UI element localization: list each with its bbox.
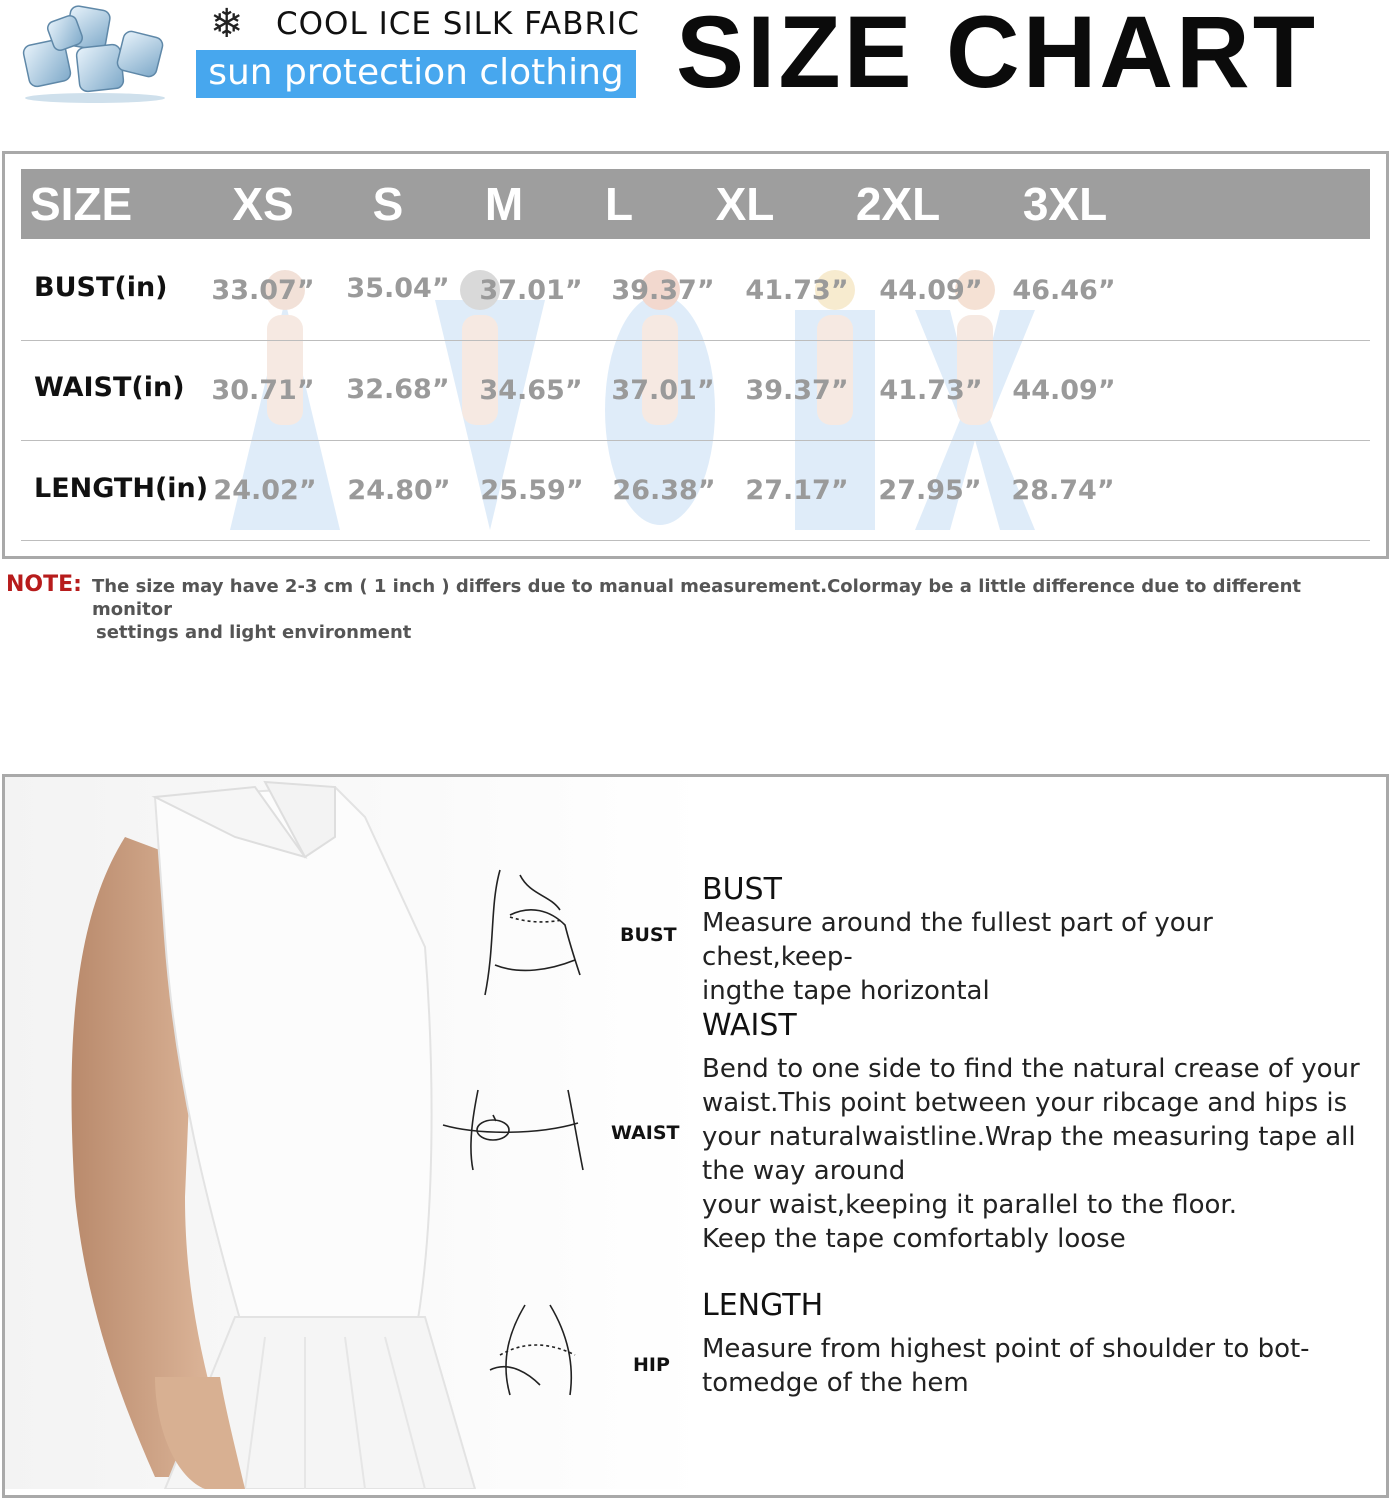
waist-desc-line: your naturalwaistline.Wrap the measuring tape all	[702, 1122, 1356, 1152]
size-3xl: 3XL	[1022, 178, 1108, 230]
waist-xl: 39.37”	[745, 375, 849, 406]
size-2xl: 2XL	[855, 178, 941, 230]
waist-desc-line: the way around	[702, 1156, 906, 1186]
size-l: L	[604, 178, 634, 230]
length-2xl: 27.95”	[878, 475, 982, 506]
bust-description	[702, 906, 1362, 1008]
length-s: 24.80”	[347, 475, 451, 506]
length-description	[702, 1332, 1362, 1400]
size-xl: XL	[715, 178, 775, 230]
length-l: 26.38”	[612, 475, 716, 506]
row-label-bust: BUST(in)	[34, 272, 168, 303]
length-3xl: 28.74”	[1011, 475, 1115, 506]
length-desc-line: Measure from highest point of shoulder to bot-	[702, 1334, 1310, 1364]
note-line-1: The size may have 2-3 cm ( 1 inch ) differs due to manual measurement.Colormay be a little difference due to different monitor	[92, 576, 1302, 620]
bust-m: 37.01”	[479, 275, 583, 306]
waist-title: WAIST	[702, 1008, 797, 1043]
size-xs: XS	[232, 178, 294, 230]
model-photo	[5, 777, 705, 1489]
waist-desc-line: Keep the tape comfortably loose	[702, 1224, 1126, 1254]
sketch-label-waist: WAIST	[611, 1122, 680, 1144]
tagline-bottom: sun protection clothing	[196, 50, 636, 98]
row-divider	[21, 440, 1370, 441]
waist-description	[702, 1052, 1362, 1256]
ice-cubes-icon	[20, 4, 170, 104]
page-title: SIZE CHART	[676, 0, 1318, 109]
waist-s: 32.68”	[346, 374, 450, 405]
row-divider	[21, 340, 1370, 341]
waist-l: 37.01”	[611, 375, 715, 406]
length-title: LENGTH	[702, 1288, 824, 1323]
size-m: M	[484, 178, 524, 230]
row-label-length: LENGTH(in)	[34, 473, 209, 504]
bust-desc-line: Measure around the fullest part of your chest,keep-	[702, 908, 1213, 972]
length-xl: 27.17”	[745, 475, 849, 506]
hip-sketch-icon	[480, 1300, 590, 1400]
snowflake-icon: ❄	[210, 1, 244, 47]
size-header-label: SIZE	[30, 178, 133, 230]
sketch-label-hip: HIP	[633, 1354, 670, 1376]
waist-desc-line: your waist,keeping it parallel to the floor.	[702, 1190, 1237, 1220]
bust-sketch-icon	[470, 865, 590, 1005]
bust-3xl: 46.46”	[1012, 275, 1116, 306]
row-label-waist: WAIST(in)	[34, 372, 185, 403]
note-text	[92, 575, 1332, 644]
waist-m: 34.65”	[479, 375, 583, 406]
bust-xl: 41.73”	[745, 275, 849, 306]
tagline-top: COOL ICE SILK FABRIC	[276, 6, 640, 42]
bust-xs: 33.07”	[211, 275, 315, 306]
bust-l: 39.37”	[611, 275, 715, 306]
row-divider	[21, 540, 1370, 541]
waist-2xl: 41.73”	[879, 375, 983, 406]
note-line-2: settings and light environment	[96, 622, 412, 643]
waist-xs: 30.71”	[211, 375, 315, 406]
bust-title: BUST	[702, 872, 782, 907]
length-m: 25.59”	[480, 475, 584, 506]
size-s: S	[372, 178, 404, 230]
waist-desc-line: Bend to one side to find the natural crease of your	[702, 1054, 1360, 1084]
bust-desc-line: ingthe tape horizontal	[702, 976, 990, 1006]
bust-s: 35.04”	[346, 273, 450, 304]
waist-3xl: 44.09”	[1012, 375, 1116, 406]
note-label: NOTE:	[6, 572, 82, 597]
bust-2xl: 44.09”	[879, 275, 983, 306]
sketch-label-bust: BUST	[620, 924, 677, 946]
waist-desc-line: waist.This point between your ribcage and hips is	[702, 1088, 1348, 1118]
length-xs: 24.02”	[213, 475, 317, 506]
length-desc-line: tomedge of the hem	[702, 1368, 969, 1398]
waist-sketch-icon	[438, 1085, 588, 1175]
